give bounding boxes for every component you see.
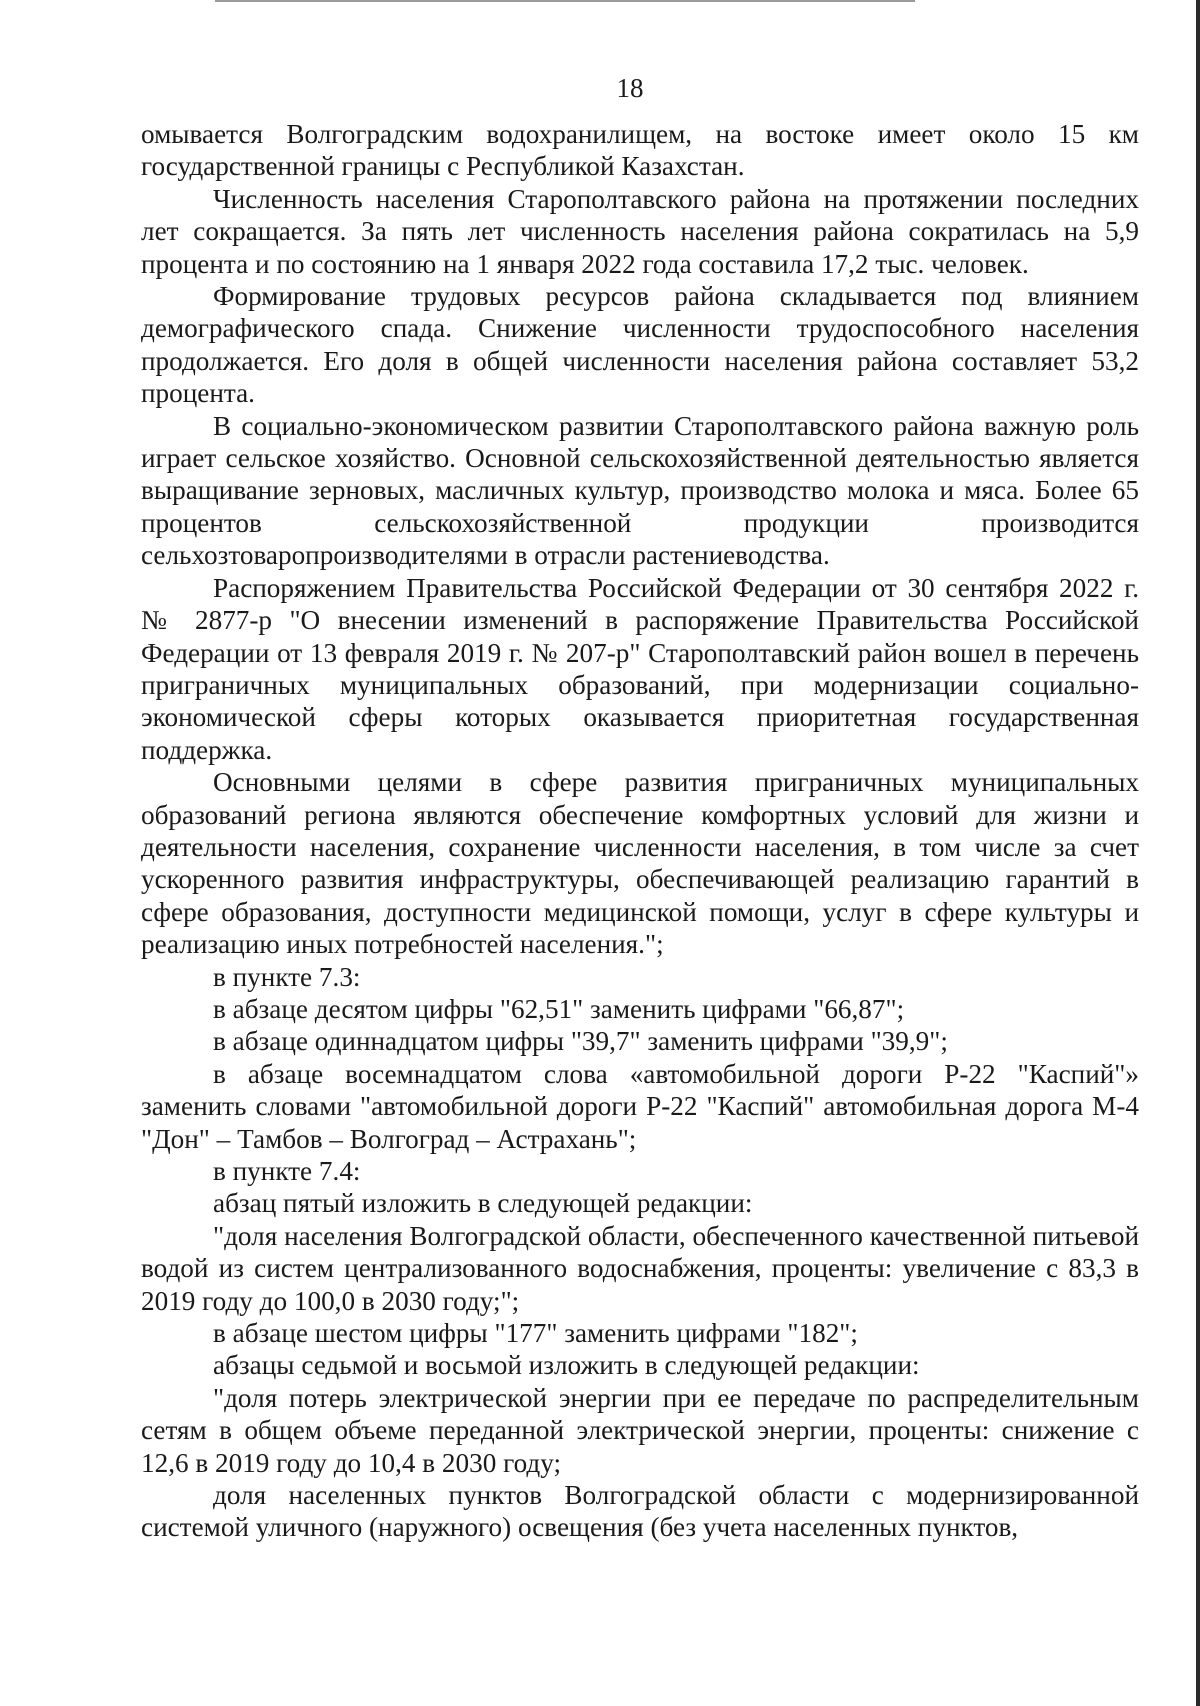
paragraph: абзац пятый изложить в следующей редакции: bbox=[213, 1188, 753, 1219]
scan-top-edge bbox=[215, 0, 915, 2]
paragraph: "доля потерь электрической энергии при ее передаче по распределительным сетям в общем объеме переданной электрической энергии, проценты: снижение с 12,6 в 2019 году до 10,4 в 2030 году; bbox=[141, 1382, 1139, 1478]
scan-right-edge bbox=[1196, 0, 1200, 1706]
paragraph: "доля населения Волгоградской области, обеспеченного качественной питьевой водой из систем централизованного водоснабжения, проценты: увеличение с 83,3 в 2019 году до 100,0 в 2030 году;"; bbox=[141, 1220, 1139, 1316]
paragraph: Численность населения Старополтавского района на протяжении последних лет сокращается. За пять лет численность населения района сократилась на 5,9 процента и по состоянию на 1 января 2022 года составила 17,2 тыс. человек. bbox=[141, 183, 1139, 279]
paragraph: в пункте 7.3: bbox=[213, 961, 361, 992]
paragraph: в абзаце одиннадцатом цифры "39,7" заменить цифрами "39,9"; bbox=[213, 1026, 948, 1057]
paragraph: в пункте 7.4: bbox=[213, 1156, 361, 1186]
document-body bbox=[141, 118, 1139, 1544]
paragraph: Распоряжением Правительства Российской Федерации от 30 сентября 2022 г. № 2877-р "О внесении изменений в распоряжение Правительства Российской Федерации от 13 февраля 2019 г. № 207-р" Старополтавский район вошел в перечень приграничных муниципальных образований, при модернизации социально-экономической сферы которых оказывается приоритетная государственная поддержка. bbox=[141, 572, 1139, 765]
paragraph: Основными целями в сфере развития приграничных муниципальных образований региона являются обеспечение комфортных условий для жизни и деятельности населения, сохранение численности населения, в том числе за счет ускоренного развития инфраструктуры, обеспечивающей реализацию гарантий в сфере образования, доступности медицинской помощи, услуг в сфере культуры и реализацию иных потребностей населения."; bbox=[141, 767, 1139, 960]
paragraph: В социально-экономическом развитии Старополтавского района важную роль играет сельское хозяйство. Основной сельскохозяйственной деятельностью является выращивание зерновых, масличных культур, производство молока и мяса. Более 65 процентов сельскохозяйственной продукции производится сельхозтоваропроизводителями в отрасли растениеводства. bbox=[141, 410, 1139, 571]
paragraph: в абзаце десятом цифры "62,51" заменить цифрами "66,87"; bbox=[213, 993, 905, 1024]
page-number: 18 bbox=[616, 73, 644, 103]
paragraph: Формирование трудовых ресурсов района складывается под влиянием демографического спада. Снижение численности трудоспособного населения продолжается. Его доля в общей численности населения района составляет 53,2 процента. bbox=[141, 281, 1139, 409]
paragraph: доля населенных пунктов Волгоградской области с модернизированной системой уличного (наружного) освещения (без учета населенных пунктов, bbox=[141, 1480, 1139, 1543]
paragraph: омывается Волгоградским водохранилищем, на востоке имеет около 15 км государственной границы с Республикой Казахстан. bbox=[141, 119, 1139, 182]
paragraph: абзацы седьмой и восьмой изложить в следующей редакции: bbox=[213, 1350, 920, 1381]
paragraph: в абзаце шестом цифры "177" заменить цифрами "182"; bbox=[213, 1318, 858, 1349]
paragraph: в абзаце восемнадцатом слова «автомобильной дороги Р-22 "Каспий"» заменить словами "автомобильной дороги Р-22 "Каспий" автомобильная дорога М-4 "Дон" – Тамбов – Волгоград – Астрахань"; bbox=[141, 1058, 1139, 1154]
